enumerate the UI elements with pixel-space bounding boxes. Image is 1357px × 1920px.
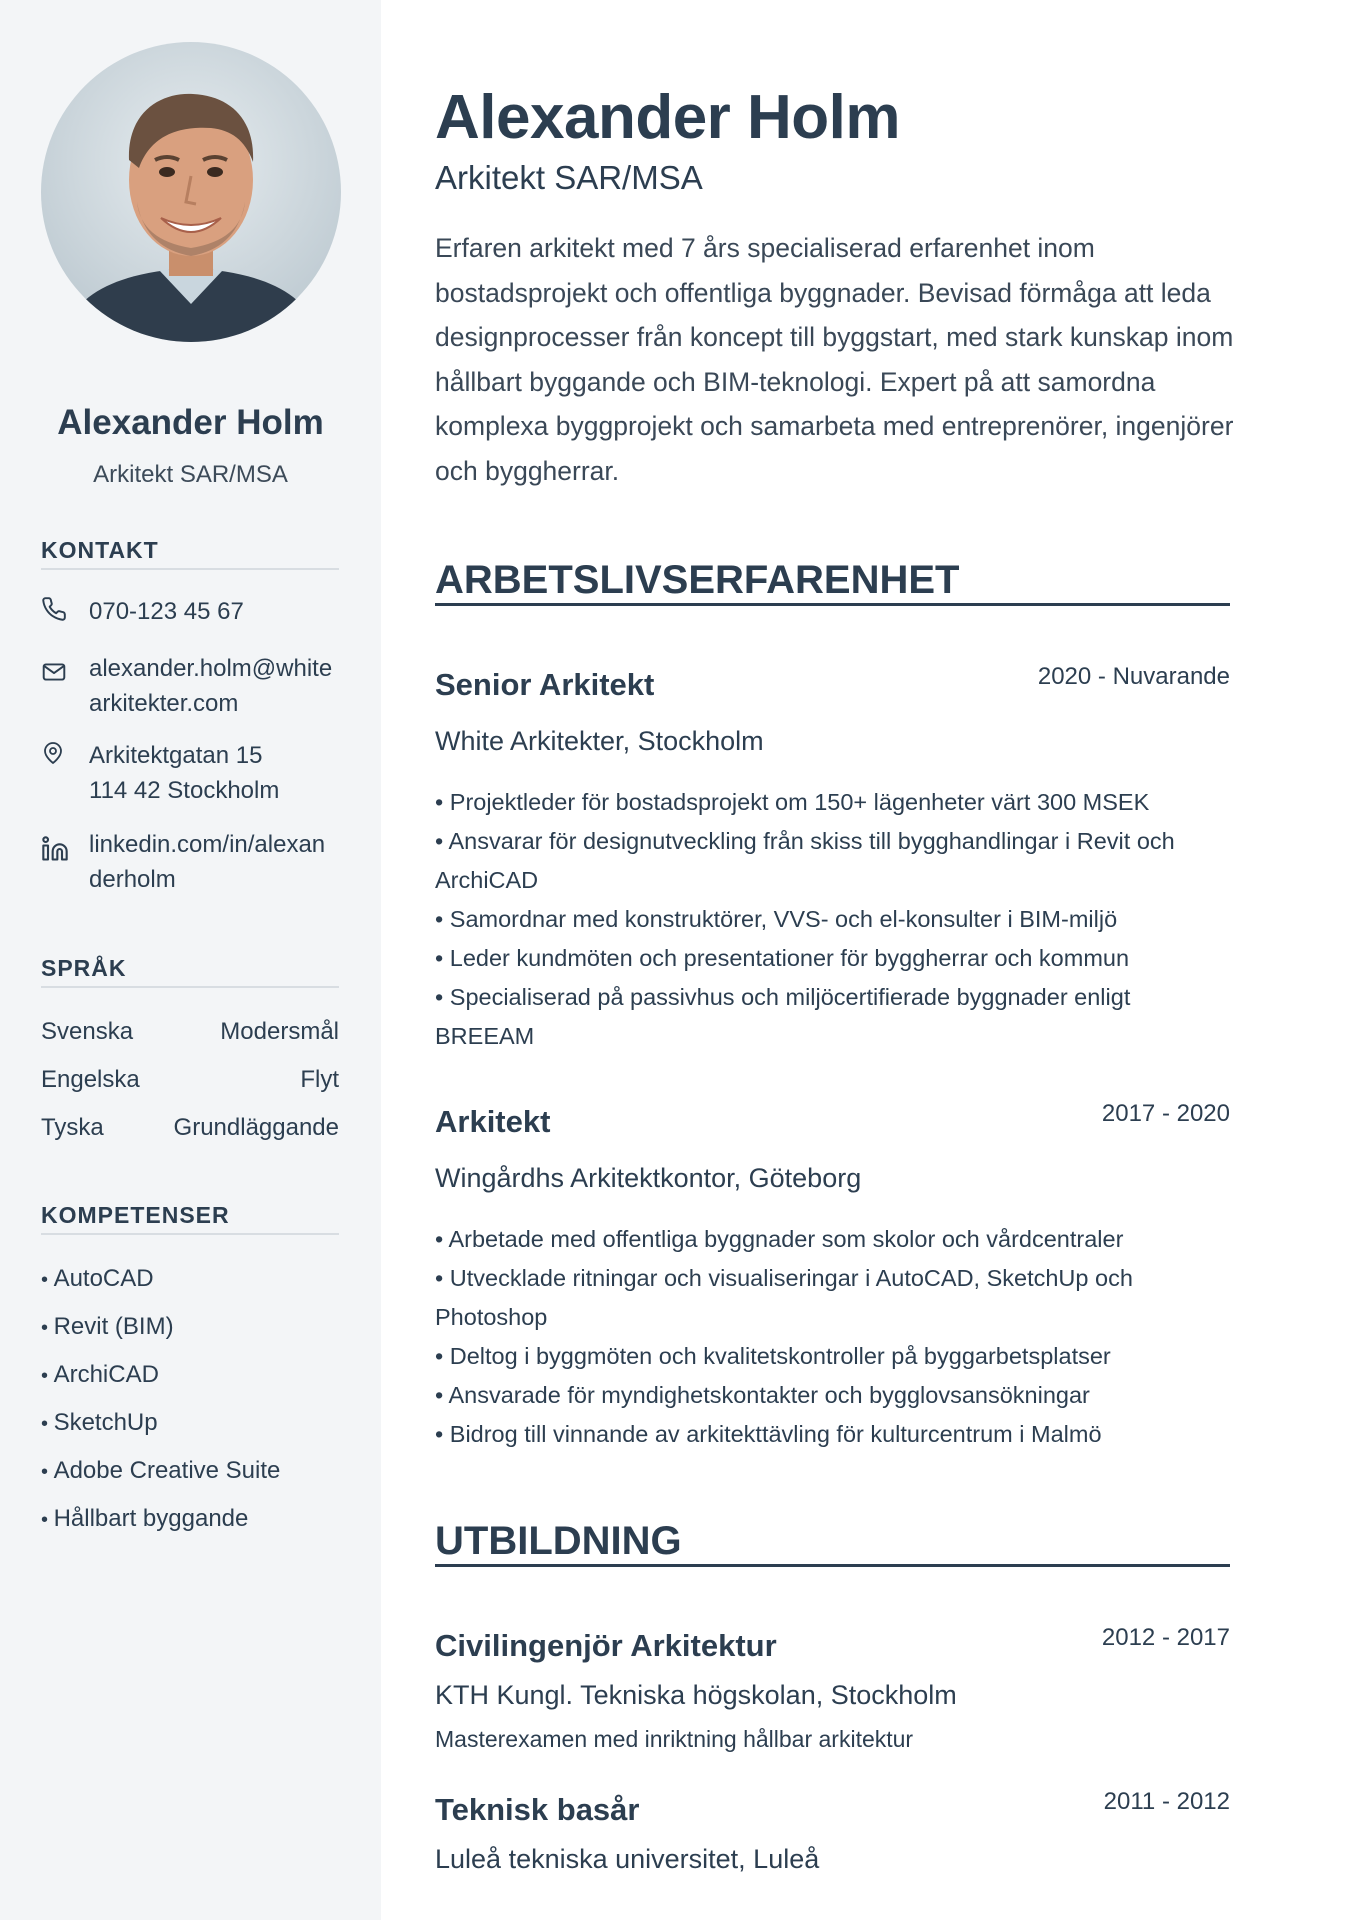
mail-icon	[41, 651, 89, 690]
education-degree: Teknisk basår	[435, 1792, 640, 1827]
sidebar	[0, 0, 381, 1920]
profile-summary: Erfaren arkitekt med 7 års specialiserad erfarenhet inom bostadsprojekt och offentliga byggnader. Bevisad förmåga att leda designprocesser från koncept till byggstart, med stark kunskap inom hållbart byggande och BIM-teknologi. Expert på att samordna komplexa byggprojekt och samarbeta med entreprenörer, ingenjörer och byggherrar.	[435, 233, 1234, 486]
experience-heading: ARBETSLIVSERFARENHET	[435, 557, 1230, 606]
skill-item: • Revit (BIM)	[41, 1313, 341, 1341]
education-degree: Civilingenjör Arkitektur	[435, 1628, 777, 1663]
job-company: White Arkitekter, Stockholm	[435, 726, 764, 756]
phone-icon	[41, 594, 89, 627]
sidebar-name: Alexander Holm	[57, 403, 324, 442]
skill-item: • Hållbart byggande	[41, 1505, 341, 1533]
job-title: Senior Arkitekt	[435, 667, 655, 702]
list-item: • Specialiserad på passivhus och miljöcertifierade byggnader enligt BREEAM	[435, 978, 1235, 1056]
contact-heading: KONTAKT	[41, 537, 339, 570]
phone-text: 070-123 45 67	[89, 598, 244, 625]
language-name: Engelska	[41, 1066, 140, 1093]
list-item: • Utvecklade ritningar och visualiseringar i AutoCAD, SketchUp och Photoshop	[435, 1259, 1235, 1337]
skill-item: • SketchUp	[41, 1409, 341, 1437]
skill-item: • AutoCAD	[41, 1265, 341, 1293]
skill-item: • Adobe Creative Suite	[41, 1457, 341, 1485]
job-title: Arkitekt	[435, 1104, 551, 1139]
language-row	[41, 1018, 339, 1046]
education-school: KTH Kungl. Tekniska högskolan, Stockholm	[435, 1680, 957, 1710]
contact-phone[interactable]	[41, 594, 341, 629]
contact-linkedin[interactable]	[41, 827, 341, 897]
email-text-line1: alexander.holm@white	[89, 655, 333, 682]
language-name: Tyska	[41, 1114, 104, 1141]
education-dates: 2011 - 2012	[1103, 1788, 1230, 1815]
linkedin-line2: derholm	[89, 866, 176, 893]
skills-heading: KOMPETENSER	[41, 1202, 339, 1235]
list-item: • Samordnar med konstruktörer, VVS- och el-konsulter i BIM-miljö	[435, 900, 1235, 939]
language-level: Grundläggande	[173, 1114, 339, 1141]
language-row	[41, 1114, 339, 1142]
job-dates: 2020 - Nuvarande	[1037, 663, 1230, 690]
profile-photo	[41, 42, 341, 342]
contact-email[interactable]	[41, 651, 341, 721]
list-item: • Ansvarade för myndighetskontakter och bygglovsansökningar	[435, 1376, 1235, 1415]
list-item: • Bidrog till vinnande av arkitekttävling för kulturcentrum i Malmö	[435, 1415, 1235, 1454]
skill-item: • ArchiCAD	[41, 1361, 341, 1389]
linkedin-icon	[41, 827, 89, 868]
sidebar-title: Arkitekt SAR/MSA	[93, 461, 288, 488]
education-dates: 2012 - 2017	[1101, 1624, 1230, 1651]
list-item: • Leder kundmöten och presentationer för byggherrar och kommun	[435, 939, 1235, 978]
map-pin-icon	[41, 738, 89, 771]
email-text-line2: arkitekter.com	[89, 690, 239, 717]
language-level: Flyt	[300, 1066, 339, 1093]
education-heading: UTBILDNING	[435, 1518, 1230, 1567]
list-item: • Deltog i byggmöten och kvalitetskontroller på byggarbetsplatser	[435, 1337, 1235, 1376]
languages-heading: SPRÅK	[41, 955, 339, 988]
job-dates: 2017 - 2020	[1101, 1100, 1230, 1127]
address-line1: Arkitektgatan 15	[89, 742, 263, 769]
main-name: Alexander Holm	[435, 83, 901, 152]
language-name: Svenska	[41, 1018, 134, 1045]
linkedin-line1: linkedin.com/in/alexan	[89, 831, 326, 858]
address-line2: 114 42 Stockholm	[89, 777, 280, 804]
job-bullets	[435, 1220, 1235, 1454]
language-level: Modersmål	[220, 1018, 339, 1045]
main-title: Arkitekt SAR/MSA	[435, 159, 703, 196]
job-bullets	[435, 783, 1235, 1056]
list-item: • Arbetade med offentliga byggnader som skolor och vårdcentraler	[435, 1220, 1235, 1259]
list-item: • Ansvarar för designutveckling från skiss till bygghandlingar i Revit och ArchiCAD	[435, 822, 1235, 900]
education-note: Masterexamen med inriktning hållbar arkitektur	[435, 1726, 914, 1752]
language-row	[41, 1066, 339, 1094]
list-item: • Projektleder för bostadsprojekt om 150+ lägenheter värt 300 MSEK	[435, 783, 1235, 822]
job-company: Wingårdhs Arkitektkontor, Göteborg	[435, 1163, 862, 1193]
contact-address	[41, 738, 341, 808]
education-school: Luleå tekniska universitet, Luleå	[435, 1844, 820, 1874]
